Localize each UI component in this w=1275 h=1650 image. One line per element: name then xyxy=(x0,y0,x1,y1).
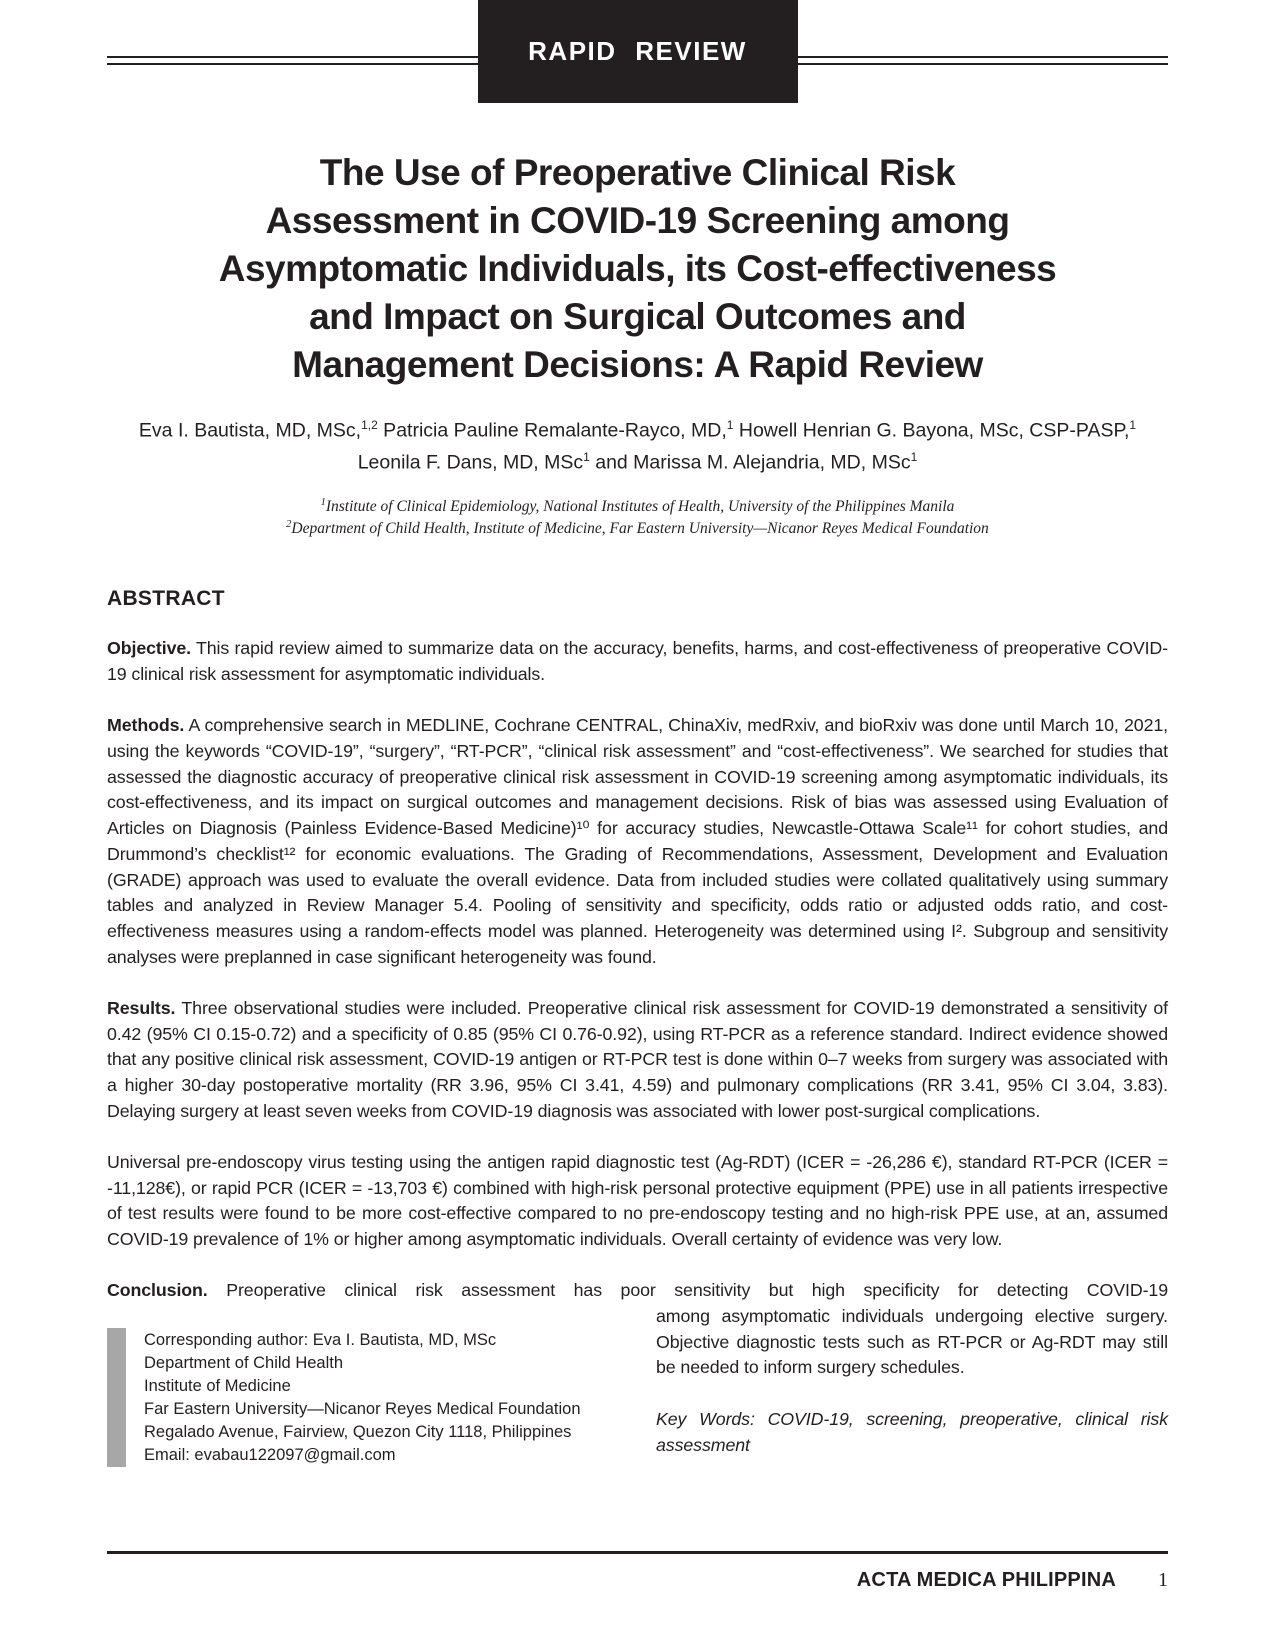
page-footer xyxy=(107,1551,1168,1592)
author-affiliation-marker: 1 xyxy=(583,449,590,464)
corresponding-author-line: Department of Child Health xyxy=(144,1353,344,1372)
results-label: Results. xyxy=(107,997,176,1018)
author-list xyxy=(107,412,1168,475)
affiliation-list xyxy=(107,494,1168,538)
corresponding-author-line: Regalado Avenue, Fairview, Quezon City 1118, Philippines xyxy=(144,1422,572,1441)
abstract-conclusion-paragraph xyxy=(107,1278,1168,1304)
author-affiliation-marker: 1,2 xyxy=(361,418,378,432)
author-line xyxy=(107,412,1168,444)
author-affiliation-marker: 1 xyxy=(726,418,734,432)
abstract-heading: ABSTRACT xyxy=(107,587,225,611)
corresponding-author-email: Email: evabau122097@gmail.com xyxy=(144,1445,396,1464)
conclusion-right-column xyxy=(656,1304,1168,1459)
corresponding-author-line: Institute of Medicine xyxy=(144,1376,291,1395)
author-name: and Marissa M. Alejandria, MD, MSc xyxy=(589,451,911,473)
corresponding-author-line: Far Eastern University—Nicanor Reyes Medical Foundation xyxy=(144,1399,581,1418)
abstract-objective-paragraph xyxy=(107,636,1168,688)
affiliation-line xyxy=(107,494,1168,516)
author-name: Patricia Pauline Remalante-Rayco, MD, xyxy=(377,419,727,442)
page-content xyxy=(0,149,1275,1467)
affiliation-text: Institute of Clinical Epidemiology, National Institutes of Health, University of the Philippines Manila xyxy=(325,498,955,516)
footer-row xyxy=(107,1569,1168,1592)
article-title-line: Asymptomatic Individuals, its Cost-effectiveness xyxy=(218,248,1057,289)
article-title xyxy=(107,149,1168,389)
article-title-line: Management Decisions: A Rapid Review xyxy=(292,344,983,385)
objective-text: This rapid review aimed to summarize data on the accuracy, benefits, harms, and cost-effectiveness of preoperative COVID-19 clinical risk assessment for asymptomatic individuals. xyxy=(107,638,1168,685)
corresponding-author-box xyxy=(107,1328,612,1467)
author-name: Leonila F. Dans, MD, MSc xyxy=(357,451,584,473)
article-title-line: Assessment in COVID-19 Screening among xyxy=(265,200,1010,241)
abstract-methods-paragraph xyxy=(107,713,1168,971)
page-number: 1 xyxy=(1158,1569,1168,1591)
page-header xyxy=(0,0,1275,103)
affiliation-line xyxy=(107,516,1168,538)
article-title-line: and Impact on Surgical Outcomes and xyxy=(309,296,966,337)
keywords: Key Words: COVID-19, screening, preoperative, clinical risk assessment xyxy=(656,1409,1168,1456)
affiliation-marker: 2 xyxy=(286,519,292,531)
journal-name: ACTA MEDICA PHILIPPINA xyxy=(856,1569,1116,1591)
author-line xyxy=(107,444,1168,476)
abstract-results-paragraph xyxy=(107,996,1168,1125)
objective-label: Objective. xyxy=(107,638,191,659)
corresponding-author-details xyxy=(144,1328,581,1467)
affiliation-text: Department of Child Health, Institute of Medicine, Far Eastern University—Nicanor Reyes Medical Foundation xyxy=(291,520,989,538)
results-text: Three observational studies were included. Preoperative clinical risk assessment for COVID-19 demonstrated a sensitivity of 0.42 (95% CI 0.15-0.72) and a specificity of 0.85 (95% CI 0.76-0.92), using RT-PCR as a reference standard. Indirect evidence showed that any positive clinical risk assessment, COVID-19 antigen or RT-PCR test is done within 0–7 weeks from surgery was associated with a higher 30-day postoperative mortality (RR 3.96, 95% CI 3.41, 4.59) and pulmonary complications (RR 3.41, 95% CI 3.04, 3.83). Delaying surgery at least seven weeks from COVID-19 diagnosis was associated with lower post-surgical complications. xyxy=(107,997,1168,1122)
abstract-cost-effectiveness-paragraph xyxy=(107,1150,1168,1253)
corresponding-author-bar xyxy=(107,1328,126,1467)
affiliation-marker: 1 xyxy=(320,497,326,508)
methods-text: A comprehensive search in MEDLINE, Cochrane CENTRAL, ChinaXiv, medRxiv, and bioRxiv was done until March 10, 2021, using the keywords “COVID-19”, “surgery”, “RT-PCR”, “clinical risk assessment” and “cost-effectiveness”. We searched for studies that assessed the diagnostic accuracy of preoperative clinical risk assessment in COVID-19 screening among asymptomatic individuals, its cost-effectiveness, and its impact on surgical outcomes and management decisions. Risk of bias was assessed using Evaluation of Articles on Diagnosis (Painless Evidence-Based Medicine)¹⁰ for accuracy studies, Newcastle-Ottawa Scale¹¹ for cohort studies, and Drummond’s checklist¹² for economic evaluations. The Grading of Recommendations, Assessment, Development and Evaluation (GRADE) approach was used to evaluate the overall evidence. Data from included studies were collated qualitatively using summary tables and analyzed in Review Manager 5.4. Pooling of sensitivity and specificity, odds ratio or adjusted odds ratio, and cost-effectiveness measures using a random-effects model was planned. Heterogeneity was determined using I². Subgroup and sensitivity analyses were preplanned in case significant heterogeneity was found. xyxy=(107,714,1168,968)
author-name: Howell Henrian G. Bayona, MSc, CSP-PASP, xyxy=(733,419,1130,442)
methods-label: Methods. xyxy=(107,714,185,735)
conclusion-wrap-row xyxy=(107,1304,1168,1467)
conclusion-text-wrapped: among asymptomatic individuals undergoing elective surgery. Objective diagnostic tests such as RT-PCR or Ag-RDT may still be needed to inform surgery schedules. xyxy=(656,1305,1168,1378)
author-affiliation-marker: 1 xyxy=(1129,418,1137,432)
category-banner: RAPID REVIEW xyxy=(478,0,798,103)
conclusion-text-first-line: Preoperative clinical risk assessment has poor sensitivity but high specificity for detecting COVID-19 xyxy=(207,1280,1168,1301)
article-title-line: The Use of Preoperative Clinical Risk xyxy=(319,152,956,193)
corresponding-author-line: Corresponding author: Eva I. Bautista, MD, MSc xyxy=(144,1330,497,1349)
author-affiliation-marker: 1 xyxy=(910,449,918,464)
conclusion-label: Conclusion. xyxy=(107,1280,208,1301)
cost-effectiveness-text: Universal pre-endoscopy virus testing using the antigen rapid diagnostic test (Ag-RDT) (ICER = -26,286 €), standard RT-PCR (ICER = -11,128€), or rapid PCR (ICER = -13,703 €) combined with high-risk personal protective equipment (PPE) use in all patients irrespective of test results were found to be more cost-effective compared to no pre-endoscopy testing and no high-risk PPE use, at an, assumed COVID-19 prevalence of 1% or higher among asymptomatic individuals. Overall certainty of evidence was very low. xyxy=(107,1151,1168,1250)
author-name: Eva I. Bautista, MD, MSc, xyxy=(138,419,362,442)
